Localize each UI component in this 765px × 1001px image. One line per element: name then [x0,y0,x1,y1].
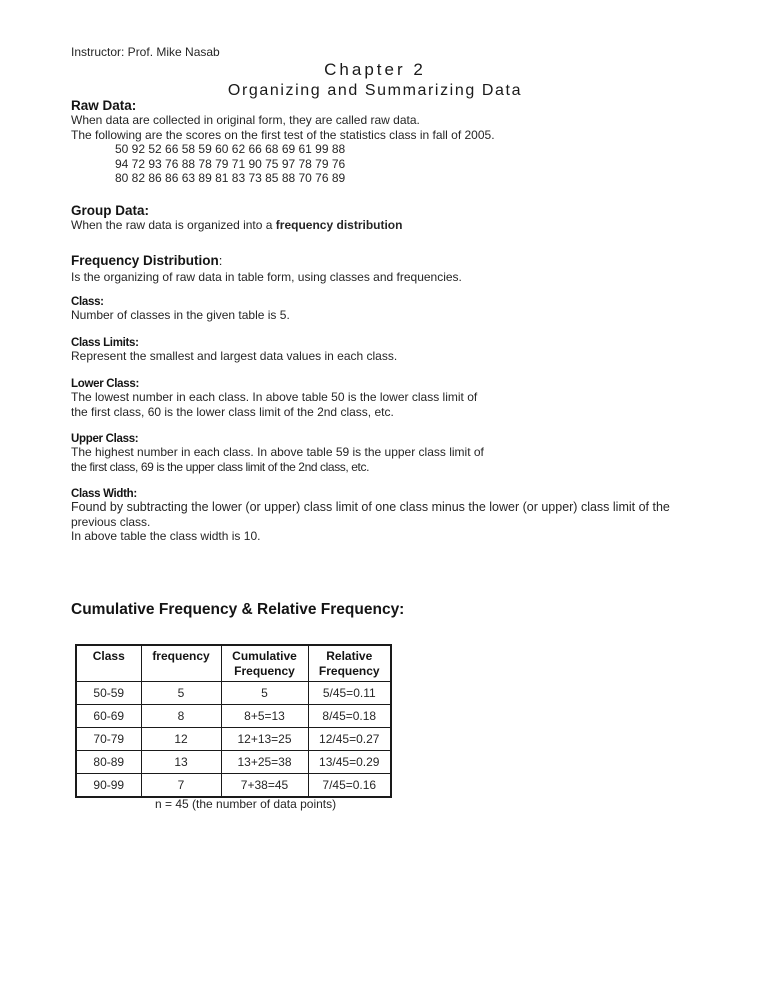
lower-class-line2: the first class, 60 is the lower class limit of the 2nd class, etc. [71,404,394,419]
table-cell: 12+13=25 [221,728,308,751]
section-group-data [71,203,402,233]
table-cell: 8/45=0.18 [308,705,391,728]
table-row [76,728,391,751]
raw-scores-row2: 94 72 93 76 88 78 79 71 90 75 97 78 79 76 [115,156,346,171]
class-width-heading: Class Width: [71,488,137,500]
class-heading: Class: [71,296,104,308]
column-header: frequency [141,645,221,682]
table-cell: 7+38=45 [221,774,308,797]
table-cell: 5 [141,682,221,705]
table-cell: 13 [141,751,221,774]
table-note: n = 45 (the number of data points) [155,797,337,811]
table-cell: 60-69 [76,705,141,728]
raw-scores-row3: 80 82 86 86 63 89 81 83 73 85 88 70 76 89 [115,171,346,185]
group-data-text-prefix: When the raw data is organized into a [71,218,276,232]
frequency-table [75,644,392,798]
chapter-title: Chapter 2 [324,60,426,79]
lower-class-line1: The lowest number in each class. In above table 50 is the lower class limit of [71,390,478,404]
frequency-distribution-heading [71,252,462,270]
document-title [0,60,750,100]
class-width-line2: previous class. [71,514,151,529]
freq-table-body [76,682,391,797]
group-data-text [71,218,402,233]
section-class [71,296,290,323]
table-row [76,705,391,728]
table-cell: 7/45=0.16 [308,774,391,797]
table-cell: 12 [141,728,221,751]
table-cell: 12/45=0.27 [308,728,391,751]
group-data-text-bold: frequency distribution [275,218,403,232]
class-limits-text: Represent the smallest and largest data values in each class. [71,349,398,363]
section-upper-class [71,433,484,474]
table-cell: 90-99 [76,774,141,797]
section-class-limits [71,337,397,364]
freq-table-head-row [76,645,391,682]
section-raw-data [71,98,495,186]
upper-class-line2: the first class, 69 is the upper class limit of the 2nd class, etc. [71,459,370,474]
chapter-subtitle: Organizing and Summarizing Data [227,82,523,99]
table-row [76,682,391,705]
cumulative-frequency-heading: Cumulative Frequency & Relative Frequency: [71,601,405,618]
class-width-line1: Found by subtracting the lower (or upper) class limit of one class minus the lower (or upper) class limit of the [71,500,670,514]
frequency-distribution-heading-bold: Frequency Distribution [71,253,219,268]
table-cell: 70-79 [76,728,141,751]
table-cell: 8+5=13 [221,705,308,728]
section-frequency-distribution [71,252,462,285]
raw-data-line1: When data are collected in original form, they are called raw data. [71,113,420,127]
table-cell: 13+25=38 [221,751,308,774]
upper-class-line1: The highest number in each class. In above table 59 is the upper class limit of [71,445,484,459]
table-cell: 8 [141,705,221,728]
table-cell: 7 [141,774,221,797]
table-cell: 13/45=0.29 [308,751,391,774]
column-header: Class [76,645,141,682]
table-cell: 50-59 [76,682,141,705]
class-width-line3: In above table the class width is 10. [71,529,261,543]
table-row [76,751,391,774]
raw-data-line2: The following are the scores on the first test of the statistics class in fall of 2005. [71,127,495,142]
frequency-distribution-text: Is the organizing of raw data in table form, using classes and frequencies. [71,270,462,284]
table-cell: 80-89 [76,751,141,774]
raw-scores-row1: 50 92 52 66 58 59 60 62 66 68 69 61 99 88 [115,142,346,156]
column-header: Cumulative Frequency [221,645,308,682]
column-header: Relative Frequency [308,645,391,682]
table-row [76,774,391,797]
table-cell: 5 [221,682,308,705]
section-lower-class [71,378,477,419]
section-class-width [71,488,751,544]
instructor-line: Instructor: Prof. Mike Nasab [71,45,220,59]
lower-class-heading: Lower Class: [71,378,139,390]
class-limits-heading: Class Limits: [71,337,139,349]
frequency-distribution-heading-colon: : [218,253,223,268]
class-text: Number of classes in the given table is 5. [71,308,290,322]
table-cell: 5/45=0.11 [308,682,391,705]
group-data-heading: Group Data: [71,203,150,218]
upper-class-heading: Upper Class: [71,433,139,445]
raw-data-heading: Raw Data: [71,98,137,113]
